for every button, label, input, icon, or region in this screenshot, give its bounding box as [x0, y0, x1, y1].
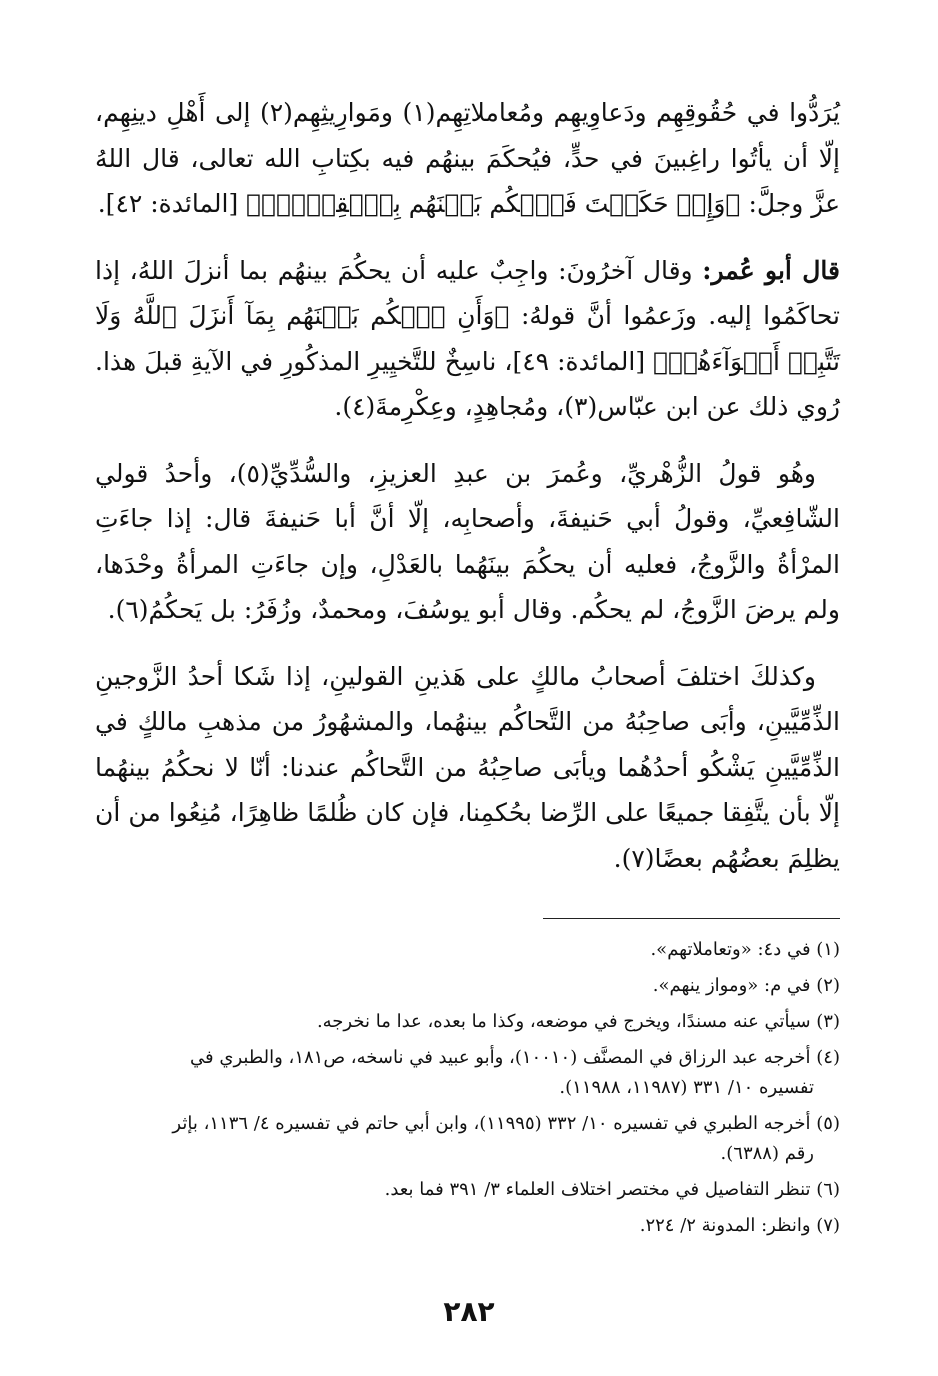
paragraph-4-text: وكذلكَ اختلفَ أصحابُ مالكٍ على هَذينِ القولينِ، إذا شَكا أحدُ الزَّوجينِ الذِّمِّيَّينِ، وأبَى صاحِبُهُ من التَّحاكُم بينهُما، والمشهُورُ من مذهبِ مالكٍ في الذِّمِّيَّينِ يَشْكُو أحدُهُما ويأبَى صاحِبُهُ من التَّحاكُم عندنا: أنّا لا نحكُمُ بينهُما إلّا بأن يتَّفِقا جميعًا على الرِّضا بحُكمِنا، فإن كان ظُلمًا ظاهِرًا، مُنِعُوا من أن يظلِمَ بعضُهُم بعضًا(٧). — [95, 661, 840, 873]
footnote-3-text: (٣) سيأتي عنه مسندًا، ويخرج في موضعه، وكذا ما بعده، عدا ما نخرجه. — [316, 1011, 840, 1032]
footnote-7-text: (٧) وانظر: المدونة ٢/ ٢٢٤. — [639, 1215, 840, 1236]
footnote-4-text: (٤) أخرجه عبد الرزاق في المصنَّف (١٠٠١٠)، وأبو عبيد في ناسخه، ص١٨١، والطبري في — [190, 1047, 840, 1068]
footnote-5-continuation: رقم (٦٣٨٨). — [720, 1143, 814, 1164]
main-text — [95, 90, 840, 902]
paragraph-2-text: وقال آخرُونَ: واجِبٌ عليه أن يحكُمَ بينهُم بما أنزلَ اللهُ، إذا تحاكَمُوا إليه. وزَعمُوا أنَّ قولهُ: ﴿وَأَنِ ٱحۡكُم بَيۡنَهُم بِمَآ أَنزَلَ ٱللَّهُ وَلَا تَتَّبِعۡ أَهۡوَآءَهُمۡ﴾ [المائدة: ٤٩]، ناسِخٌ للتَّخيِيرِ المذكُورِ في الآيةِ قبلَ هذا. رُوي ذلك عن ابن عبّاس(٣)، ومُجاهِدٍ، وعِكْرِمةَ(٤). — [95, 255, 841, 421]
footnote-6-text: (٦) تنظر التفاصيل في مختصر اختلاف العلماء ٣/ ٣٩١ فما بعد. — [384, 1179, 840, 1200]
paragraph-3 — [95, 451, 840, 633]
footnote-7 — [95, 1211, 840, 1241]
footnote-2 — [95, 971, 840, 1001]
footnote-2-text: (٢) في م: «ومواز ينهم». — [652, 975, 840, 996]
paragraph-2-label: قال أبو عُمر: — [702, 255, 840, 285]
footnote-5 — [95, 1109, 840, 1169]
paragraph-2 — [95, 248, 840, 430]
footnote-4 — [95, 1043, 840, 1103]
footnote-separator — [543, 918, 840, 919]
footnote-3 — [95, 1007, 840, 1037]
footnote-5-text: (٥) أخرجه الطبري في تفسيره ١٠/ ٣٣٢ (١١٩٩٥)، وابن أبي حاتم في تفسيره ٤/ ١١٣٦، بإثر — [172, 1113, 840, 1134]
page-number: ٢٨٢ — [443, 1295, 495, 1328]
paragraph-1-text: يُرَدُّوا في حُقُوقِهِم ودَعاوِيهِم ومُعاملاتِهِم(١) ومَوارِيثِهِم(٢) إلى أَهْلِ دينِهِم، إلّا أن يأتُوا راغِبينَ في حدٍّ، فيُحكَمَ بينهُم فيه بكِتابِ الله تعالى، قال اللهُ عزَّ وجلَّ: ﴿وَإِنۡ حَكَمۡتَ فَٱحۡكُم بَيۡنَهُم بِٱلۡقِسۡطِۚ﴾ [المائدة: ٤٢]. — [95, 98, 841, 218]
footnote-1 — [95, 935, 840, 965]
footnote-6 — [95, 1175, 840, 1205]
paragraph-1 — [95, 90, 840, 227]
footnote-1-text: (١) في د٤: «وتعاملاتهم». — [650, 939, 840, 960]
footnotes — [95, 935, 840, 1247]
paragraph-4 — [95, 654, 840, 882]
paragraph-3-text: وهُو قولُ الزُّهْريِّ، وعُمرَ بن عبدِ العزيزِ، والسُّدِّيِّ(٥)، وأحدُ قولي الشّافِعيِّ، وقولُ أبي حَنيفةَ، وأصحابِه، إلّا أنَّ أبا حَنيفةَ قال: إذا جاءَتِ المرْأةُ والزَّوجُ، فعليه أن يحكُمَ بينَهُما بالعَدْلِ، وإن جاءَتِ المرأةُ وحْدَها، ولم يرضَ الزَّوجُ، لم يحكُم. وقال أبو يوسُفَ، ومحمدٌ، وزُفَرُ: بل يَحكُمُ(٦). — [95, 458, 840, 624]
footnote-4-continuation: تفسيره ١٠/ ٣٣١ (١١٩٨٧، ١١٩٨٨). — [559, 1077, 814, 1098]
